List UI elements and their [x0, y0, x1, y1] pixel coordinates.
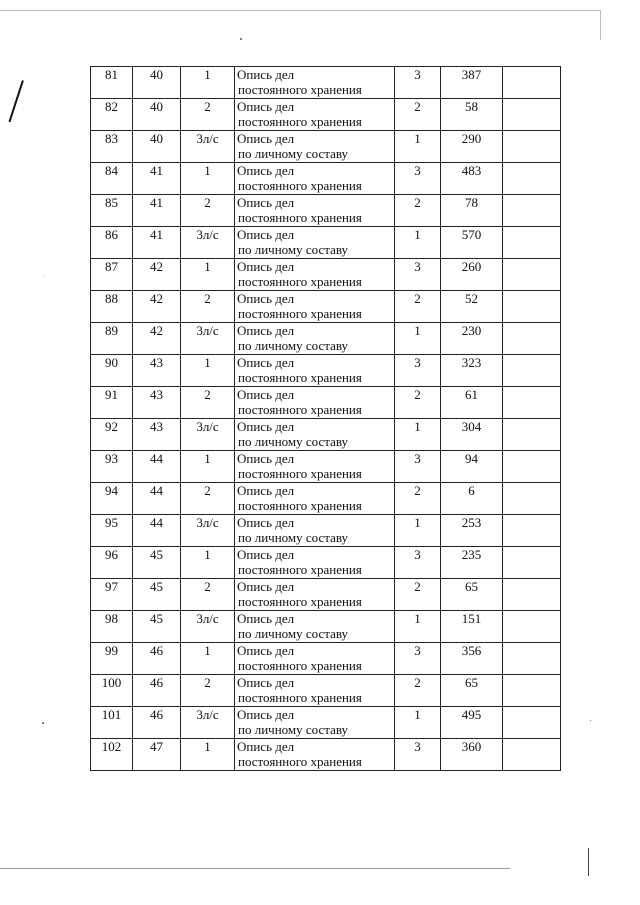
inventory-title	[235, 739, 395, 771]
inventory-title	[235, 67, 395, 99]
fund-number: 42	[133, 259, 181, 291]
inventory-number: 2	[181, 483, 235, 515]
scan-top-edge	[0, 10, 600, 11]
inventory-title-line2: постоянного хранения	[238, 274, 362, 289]
row-number: 86	[91, 227, 133, 259]
note-cell	[503, 611, 561, 643]
copies-count: 1	[395, 611, 441, 643]
row-number: 83	[91, 131, 133, 163]
copies-count: 2	[395, 387, 441, 419]
inventory-title	[235, 643, 395, 675]
note-cell	[503, 707, 561, 739]
fund-number: 45	[133, 611, 181, 643]
inventory-title-line1: Опись дел	[237, 675, 295, 690]
fund-number: 43	[133, 355, 181, 387]
fund-number: 41	[133, 163, 181, 195]
fund-number: 42	[133, 323, 181, 355]
files-count: 360	[441, 739, 503, 771]
note-cell	[503, 99, 561, 131]
row-number: 98	[91, 611, 133, 643]
inventory-title	[235, 195, 395, 227]
fund-number: 42	[133, 291, 181, 323]
inventory-title-line2: постоянного хранения	[238, 114, 362, 129]
note-cell	[503, 579, 561, 611]
table-row	[91, 131, 561, 163]
inventory-title	[235, 227, 395, 259]
inventory-title-line1: Опись дел	[237, 547, 295, 562]
inventory-title-line1: Опись дел	[237, 707, 295, 722]
inventory-title-line2: постоянного хранения	[238, 466, 362, 481]
fund-number: 46	[133, 675, 181, 707]
inventory-title-line1: Опись дел	[237, 483, 295, 498]
note-cell	[503, 675, 561, 707]
inventory-number: 2	[181, 387, 235, 419]
inventory-title	[235, 259, 395, 291]
note-cell	[503, 547, 561, 579]
inventory-title	[235, 579, 395, 611]
inventory-title	[235, 451, 395, 483]
inventory-number: 3л/с	[181, 323, 235, 355]
files-count: 570	[441, 227, 503, 259]
note-cell	[503, 259, 561, 291]
files-count: 94	[441, 451, 503, 483]
table-row	[91, 675, 561, 707]
inventory-title-line2: постоянного хранения	[238, 210, 362, 225]
note-cell	[503, 195, 561, 227]
inventory-register-table	[90, 66, 561, 771]
copies-count: 2	[395, 195, 441, 227]
note-cell	[503, 291, 561, 323]
inventory-title-line2: постоянного хранения	[238, 402, 362, 417]
register-body	[91, 67, 561, 771]
inventory-number: 3л/с	[181, 515, 235, 547]
inventory-title-line1: Опись дел	[237, 227, 295, 242]
copies-count: 3	[395, 547, 441, 579]
inventory-title	[235, 675, 395, 707]
copies-count: 1	[395, 515, 441, 547]
fund-number: 40	[133, 67, 181, 99]
inventory-title-line2: постоянного хранения	[238, 562, 362, 577]
table-row	[91, 643, 561, 675]
inventory-number: 2	[181, 579, 235, 611]
row-number: 93	[91, 451, 133, 483]
note-cell	[503, 131, 561, 163]
inventory-title-line2: постоянного хранения	[238, 754, 362, 769]
inventory-title-line2: по личному составу	[238, 530, 349, 545]
inventory-number: 2	[181, 675, 235, 707]
table-row	[91, 163, 561, 195]
row-number: 92	[91, 419, 133, 451]
inventory-title-line1: Опись дел	[237, 323, 295, 338]
fund-number: 44	[133, 483, 181, 515]
files-count: 304	[441, 419, 503, 451]
table-row	[91, 419, 561, 451]
inventory-title-line1: Опись дел	[237, 355, 295, 370]
table-row	[91, 323, 561, 355]
inventory-title-line1: Опись дел	[237, 131, 295, 146]
scan-speck	[42, 722, 44, 724]
inventory-number: 2	[181, 99, 235, 131]
inventory-number: 1	[181, 355, 235, 387]
row-number: 85	[91, 195, 133, 227]
files-count: 495	[441, 707, 503, 739]
inventory-title-line1: Опись дел	[237, 739, 295, 754]
files-count: 65	[441, 675, 503, 707]
scan-speck	[240, 38, 242, 40]
inventory-title-line1: Опись дел	[237, 67, 295, 82]
inventory-title-line2: постоянного хранения	[238, 594, 362, 609]
inventory-title-line1: Опись дел	[237, 259, 295, 274]
row-number: 81	[91, 67, 133, 99]
inventory-number: 2	[181, 291, 235, 323]
inventory-title	[235, 611, 395, 643]
files-count: 356	[441, 643, 503, 675]
row-number: 90	[91, 355, 133, 387]
row-number: 91	[91, 387, 133, 419]
inventory-title	[235, 131, 395, 163]
table-row	[91, 99, 561, 131]
row-number: 95	[91, 515, 133, 547]
table-row	[91, 387, 561, 419]
fund-number: 43	[133, 419, 181, 451]
row-number: 84	[91, 163, 133, 195]
inventory-number: 1	[181, 451, 235, 483]
inventory-title-line2: по личному составу	[238, 338, 349, 353]
note-cell	[503, 739, 561, 771]
inventory-title-line2: постоянного хранения	[238, 82, 362, 97]
copies-count: 3	[395, 163, 441, 195]
row-number: 82	[91, 99, 133, 131]
note-cell	[503, 515, 561, 547]
files-count: 78	[441, 195, 503, 227]
copies-count: 3	[395, 643, 441, 675]
row-number: 101	[91, 707, 133, 739]
fund-number: 43	[133, 387, 181, 419]
inventory-title	[235, 387, 395, 419]
scan-speck	[590, 720, 591, 721]
inventory-title-line2: постоянного хранения	[238, 178, 362, 193]
inventory-title-line1: Опись дел	[237, 579, 295, 594]
copies-count: 2	[395, 99, 441, 131]
copies-count: 2	[395, 579, 441, 611]
note-cell	[503, 643, 561, 675]
inventory-title-line1: Опись дел	[237, 99, 295, 114]
table-row	[91, 291, 561, 323]
inventory-title	[235, 291, 395, 323]
copies-count: 3	[395, 67, 441, 99]
table-row	[91, 259, 561, 291]
table-row	[91, 483, 561, 515]
files-count: 65	[441, 579, 503, 611]
inventory-number: 3л/с	[181, 131, 235, 163]
inventory-title-line2: постоянного хранения	[238, 690, 362, 705]
inventory-number: 1	[181, 67, 235, 99]
row-number: 87	[91, 259, 133, 291]
inventory-title-line1: Опись дел	[237, 195, 295, 210]
inventory-title	[235, 99, 395, 131]
inventory-title-line2: по личному составу	[238, 434, 349, 449]
scan-bottom-edge	[0, 868, 510, 869]
inventory-number: 3л/с	[181, 707, 235, 739]
files-count: 235	[441, 547, 503, 579]
table-row	[91, 515, 561, 547]
inventory-title-line1: Опись дел	[237, 291, 295, 306]
inventory-title-line2: постоянного хранения	[238, 306, 362, 321]
inventory-title-line2: по личному составу	[238, 242, 349, 257]
inventory-title	[235, 483, 395, 515]
inventory-number: 2	[181, 195, 235, 227]
inventory-title-line1: Опись дел	[237, 611, 295, 626]
inventory-number: 1	[181, 739, 235, 771]
inventory-title	[235, 419, 395, 451]
inventory-title-line1: Опись дел	[237, 163, 295, 178]
files-count: 61	[441, 387, 503, 419]
inventory-title	[235, 547, 395, 579]
inventory-title	[235, 355, 395, 387]
copies-count: 3	[395, 451, 441, 483]
inventory-number: 1	[181, 547, 235, 579]
table-row	[91, 451, 561, 483]
fund-number: 40	[133, 99, 181, 131]
inventory-number: 3л/с	[181, 611, 235, 643]
fund-number: 46	[133, 643, 181, 675]
fund-number: 47	[133, 739, 181, 771]
files-count: 6	[441, 483, 503, 515]
table-row	[91, 739, 561, 771]
inventory-title-line2: по личному составу	[238, 146, 349, 161]
row-number: 89	[91, 323, 133, 355]
note-cell	[503, 163, 561, 195]
inventory-title	[235, 163, 395, 195]
inventory-title-line1: Опись дел	[237, 419, 295, 434]
row-number: 97	[91, 579, 133, 611]
files-count: 483	[441, 163, 503, 195]
copies-count: 1	[395, 707, 441, 739]
note-cell	[503, 67, 561, 99]
fund-number: 41	[133, 195, 181, 227]
inventory-title-line1: Опись дел	[237, 515, 295, 530]
copies-count: 3	[395, 259, 441, 291]
inventory-number: 1	[181, 643, 235, 675]
scan-speck	[44, 276, 45, 277]
inventory-title	[235, 323, 395, 355]
scan-right-edge	[600, 10, 601, 40]
handwritten-margin-mark	[8, 80, 23, 122]
note-cell	[503, 419, 561, 451]
table-row	[91, 195, 561, 227]
note-cell	[503, 355, 561, 387]
fund-number: 44	[133, 451, 181, 483]
row-number: 94	[91, 483, 133, 515]
files-count: 387	[441, 67, 503, 99]
note-cell	[503, 387, 561, 419]
inventory-number: 1	[181, 163, 235, 195]
copies-count: 3	[395, 739, 441, 771]
fund-number: 41	[133, 227, 181, 259]
table-row	[91, 547, 561, 579]
row-number: 88	[91, 291, 133, 323]
inventory-title-line2: постоянного хранения	[238, 370, 362, 385]
inventory-title	[235, 707, 395, 739]
inventory-title-line2: по личному составу	[238, 722, 349, 737]
note-cell	[503, 483, 561, 515]
fund-number: 46	[133, 707, 181, 739]
files-count: 253	[441, 515, 503, 547]
inventory-title-line1: Опись дел	[237, 451, 295, 466]
files-count: 230	[441, 323, 503, 355]
fund-number: 45	[133, 579, 181, 611]
inventory-title-line1: Опись дел	[237, 387, 295, 402]
inventory-number: 1	[181, 259, 235, 291]
files-count: 58	[441, 99, 503, 131]
copies-count: 2	[395, 675, 441, 707]
inventory-title-line1: Опись дел	[237, 643, 295, 658]
files-count: 290	[441, 131, 503, 163]
table-row	[91, 579, 561, 611]
fund-number: 40	[133, 131, 181, 163]
row-number: 96	[91, 547, 133, 579]
inventory-title-line2: постоянного хранения	[238, 658, 362, 673]
row-number: 102	[91, 739, 133, 771]
copies-count: 2	[395, 291, 441, 323]
files-count: 323	[441, 355, 503, 387]
inventory-number: 3л/с	[181, 227, 235, 259]
table-row	[91, 707, 561, 739]
row-number: 99	[91, 643, 133, 675]
copies-count: 3	[395, 355, 441, 387]
table-row	[91, 611, 561, 643]
copies-count: 1	[395, 131, 441, 163]
note-cell	[503, 323, 561, 355]
files-count: 151	[441, 611, 503, 643]
table-row	[91, 67, 561, 99]
fund-number: 44	[133, 515, 181, 547]
files-count: 260	[441, 259, 503, 291]
note-cell	[503, 451, 561, 483]
inventory-title-line2: по личному составу	[238, 626, 349, 641]
copies-count: 1	[395, 227, 441, 259]
files-count: 52	[441, 291, 503, 323]
table-row	[91, 227, 561, 259]
copies-count: 1	[395, 323, 441, 355]
copies-count: 2	[395, 483, 441, 515]
fund-number: 45	[133, 547, 181, 579]
table-row	[91, 355, 561, 387]
row-number: 100	[91, 675, 133, 707]
scan-right-tick	[588, 848, 589, 876]
inventory-number: 3л/с	[181, 419, 235, 451]
inventory-title	[235, 515, 395, 547]
note-cell	[503, 227, 561, 259]
inventory-title-line2: постоянного хранения	[238, 498, 362, 513]
copies-count: 1	[395, 419, 441, 451]
